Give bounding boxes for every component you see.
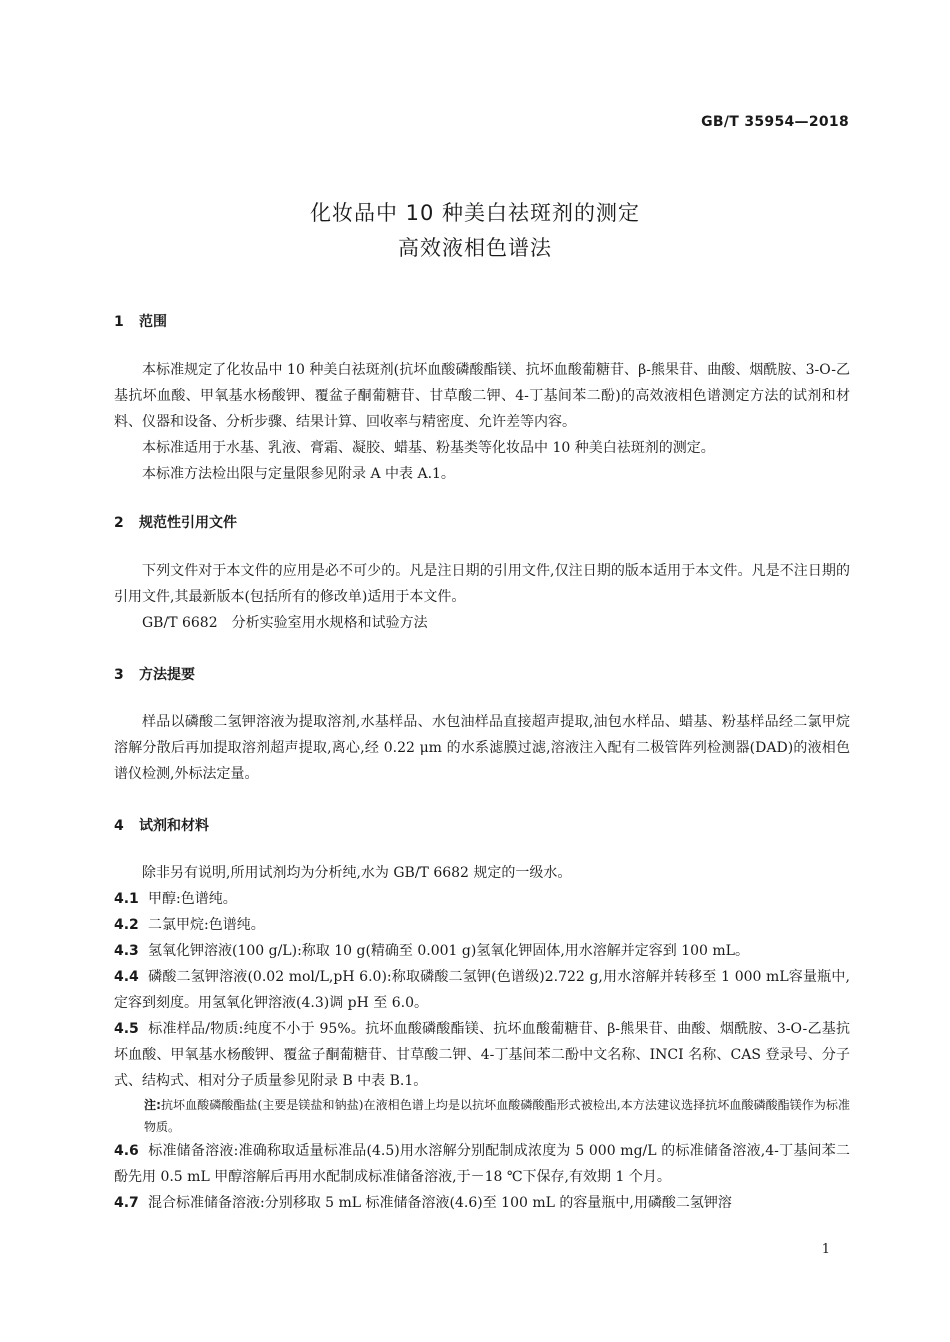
section-number: 4 <box>114 818 124 834</box>
section-title: 试剂和材料 <box>139 818 209 834</box>
normative-reference: GB/T 6682 分析实验室用水规格和试验方法 <box>142 615 428 631</box>
section-2-heading <box>114 512 237 532</box>
section-number: 3 <box>114 667 124 683</box>
clause-4-6: 4.6 标准储备溶液:准确称取适量标准品(4.5)用水溶解分别配制成浓度为 5 000 mg/L 的标准储备溶液,4-丁基间苯二酚先用 0.5 mL 甲醇溶解后再用水配制成标准储备溶液,于－18 ℃下保存,有效期 1 个月。 <box>114 1143 850 1185</box>
section-number: 2 <box>114 515 124 531</box>
paragraph: 本标准规定了化妆品中 10 种美白祛斑剂(抗坏血酸磷酸酯镁、抗坏血酸葡糖苷、β-熊果苷、曲酸、烟酰胺、3-O-乙基抗坏血酸、甲氧基水杨酸钾、覆盆子酮葡糖苷、甘草酸二钾、4-丁基间苯二酚)的高效液相色谱测定方法的试剂和材料、仪器和设备、分析步骤、结果计算、回收率与精密度、允许差等内容。 <box>114 362 850 430</box>
section-title: 范围 <box>139 314 167 330</box>
section-3-heading <box>114 664 195 684</box>
section-3-body <box>114 709 850 787</box>
section-number: 1 <box>114 314 124 330</box>
section-2-body <box>114 558 850 636</box>
paragraph: 样品以磷酸二氢钾溶液为提取溶剂,水基样品、水包油样品直接超声提取,油包水样品、蜡基、粉基样品经二氯甲烷溶解分散后再加提取溶剂超声提取,离心,经 0.22 μm 的水系滤膜过滤,溶液注入配有二极管阵列检测器(DAD)的液相色谱仪检测,外标法定量。 <box>114 714 850 782</box>
section-title: 方法提要 <box>139 667 195 683</box>
section-4-heading <box>114 815 209 835</box>
note-label: 注: <box>144 1098 161 1112</box>
section-1-body <box>114 357 850 487</box>
note <box>114 1094 850 1138</box>
document-title <box>0 196 950 266</box>
section-title: 规范性引用文件 <box>139 515 237 531</box>
clause-4-7: 4.7 混合标准储备溶液:分别移取 5 mL 标准储备溶液(4.6)至 100 mL 的容量瓶中,用磷酸二氢钾溶 <box>114 1195 732 1211</box>
section-1-heading <box>114 311 167 331</box>
page-number: 1 <box>821 1242 830 1257</box>
section-4-body <box>114 860 850 1216</box>
paragraph: 除非另有说明,所用试剂均为分析纯,水为 GB/T 6682 规定的一级水。 <box>142 865 572 881</box>
title-line-1: 化妆品中 10 种美白祛斑剂的测定 <box>309 201 641 225</box>
clause-4-3: 4.3 氢氧化钾溶液(100 g/L):称取 10 g(精确至 0.001 g)氢氧化钾固体,用水溶解并定容到 100 mL。 <box>114 943 749 959</box>
paragraph: 本标准适用于水基、乳液、膏霜、凝胶、蜡基、粉基类等化妆品中 10 种美白祛斑剂的测定。 <box>142 440 715 456</box>
clause-4-4: 4.4 磷酸二氢钾溶液(0.02 mol/L,pH 6.0):称取磷酸二氢钾(色谱级)2.722 g,用水溶解并转移至 1 000 mL容量瓶中,定容到刻度。用氢氧化钾溶液(4.3)调 pH 至 6.0。 <box>114 969 850 1011</box>
note-text: 抗坏血酸磷酸酯盐(主要是镁盐和钠盐)在液相色谱上均是以抗坏血酸磷酸酯形式被检出,本方法建议选择抗坏血酸磷酸酯镁作为标准物质。 <box>144 1098 850 1134</box>
clause-4-2: 4.2 二氯甲烷:色谱纯。 <box>114 917 265 933</box>
standard-code: GB/T 35954—2018 <box>701 114 849 130</box>
clause-4-5: 4.5 标准样品/物质:纯度不小于 95%。抗坏血酸磷酸酯镁、抗坏血酸葡糖苷、β-熊果苷、曲酸、烟酰胺、3-O-乙基抗坏血酸、甲氧基水杨酸钾、覆盆子酮葡糖苷、甘草酸二钾、4-丁基间苯二酚中文名称、INCI 名称、CAS 登录号、分子式、结构式、相对分子质量参见附录 B 中表 B.1。 <box>114 1021 850 1089</box>
title-line-2: 高效液相色谱法 <box>398 236 552 260</box>
clause-4-1: 4.1 甲醇:色谱纯。 <box>114 891 237 907</box>
paragraph: 本标准方法检出限与定量限参见附录 A 中表 A.1。 <box>142 466 455 482</box>
paragraph: 下列文件对于本文件的应用是必不可少的。凡是注日期的引用文件,仅注日期的版本适用于本文件。凡是不注日期的引用文件,其最新版本(包括所有的修改单)适用于本文件。 <box>114 563 850 605</box>
